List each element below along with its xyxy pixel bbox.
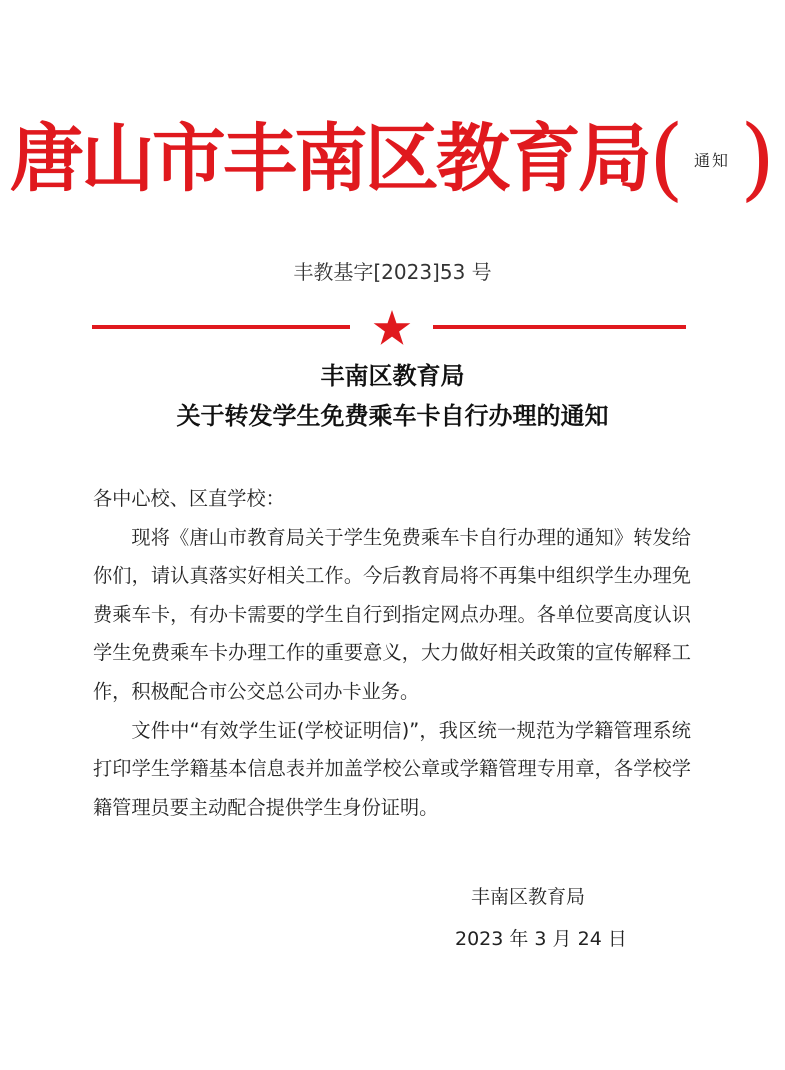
masthead-close-paren: ): [740, 106, 776, 211]
signature-org: 丰南区教育局: [471, 886, 586, 908]
paragraph-2: 文件中“有效学生证(学校证明信)”，我区统一规范为学籍管理系统打印学生学籍基本信息表并加盖学校公章或学籍管理专用章，各学校学籍管理员要主动配合提供学生身份证明。: [93, 718, 691, 819]
document-number: 丰教基字[2023]53 号: [293, 260, 492, 284]
document-body: [93, 480, 691, 827]
paragraph-1: 现将《唐山市教育局关于学生免费乘车卡自行办理的通知》转发给你们，请认真落实好相关工作。今后教育局将不再集中组织学生办理免费乘车卡，有办卡需要的学生自行到指定网点办理。各单位要高度认识学生免费乘车卡办理工作的重要意义，大力做好相关政策的宣传解释工作，积极配合市公交总公司办卡业务。: [93, 525, 691, 703]
salutation: 各中心校、区直学校：: [93, 487, 285, 510]
divider-right: [433, 325, 686, 329]
signature-date: 2023 年 3 月 24 日: [455, 928, 627, 950]
masthead-open-paren: (: [648, 106, 684, 211]
masthead-doc-type: 通知: [693, 150, 730, 170]
title-line-2: 关于转发学生免费乘车卡自行办理的通知: [176, 401, 609, 430]
masthead: [0, 104, 785, 214]
masthead-org: 唐山市丰南区教育局: [9, 116, 649, 202]
title-line-1: 丰南区教育局: [320, 361, 465, 390]
divider-left: [92, 325, 350, 329]
star-icon: [373, 310, 411, 346]
